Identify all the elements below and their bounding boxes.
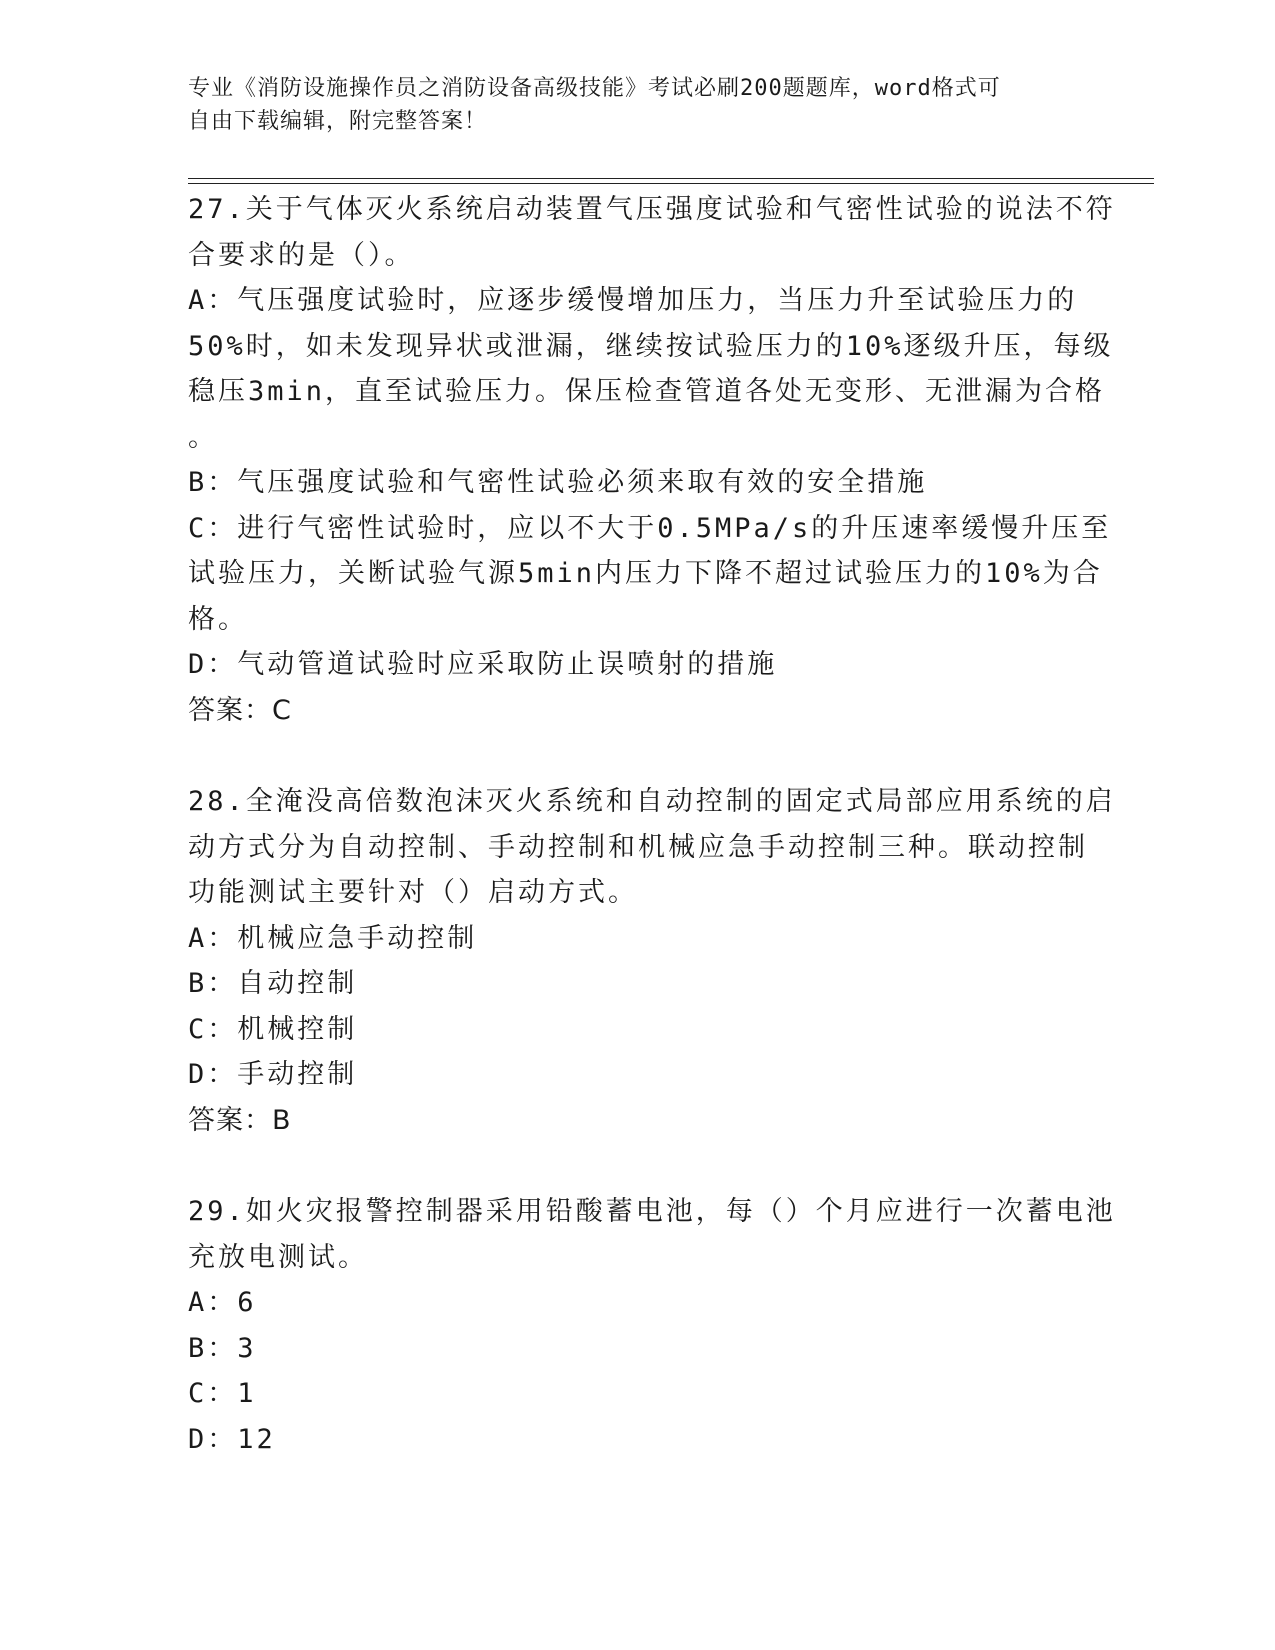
document-header <box>188 72 1068 138</box>
question-27-option-b: B：气压强度试验和气密性试验必须来取有效的安全措施 <box>188 467 928 498</box>
question-29-stem-line-1: 29.如火灾报警控制器采用铅酸蓄电池，每（）个月应进行一次蓄电池 <box>188 1196 1116 1227</box>
question-29-option-d: D：12 <box>188 1423 276 1455</box>
question-29 <box>188 1189 1116 1462</box>
question-27 <box>188 187 1116 733</box>
question-28 <box>188 779 1116 1143</box>
question-28-option-d: D：手动控制 <box>188 1059 358 1090</box>
question-29-option-a: A：6 <box>188 1287 257 1318</box>
option-a-line-4: 。 <box>188 421 218 453</box>
question-list <box>188 187 1116 1462</box>
question-spacer <box>188 1143 1078 1189</box>
question-27-stem-line-1: 27.关于气体灭火系统启动装置气压强度试验和气密性试验的说法不符 <box>188 194 1116 225</box>
question-27-option-a <box>188 278 1114 460</box>
header-divider-bottom <box>188 183 1154 184</box>
header-line-1: 专业《消防设施操作员之消防设备高级技能》考试必刷200题题库，word格式可 <box>188 76 1001 101</box>
question-28-stem-line-3: 功能测试主要针对（）启动方式。 <box>188 877 638 908</box>
question-28-option-b: B：自动控制 <box>188 968 358 999</box>
question-28-answer: 答案：B <box>188 1104 292 1136</box>
question-29-option-c: C：1 <box>188 1378 257 1409</box>
question-27-stem-line-2: 合要求的是（）。 <box>188 239 415 271</box>
option-a-line-2: 50%时，如未发现异状或泄漏，继续按试验压力的10%逐级升压，每级 <box>188 330 1114 362</box>
question-spacer <box>188 733 1078 779</box>
question-28-stem-line-1: 28.全淹没高倍数泡沫灭火系统和自动控制的固定式局部应用系统的启 <box>188 786 1116 817</box>
question-29-stem-line-2: 充放电测试。 <box>188 1241 368 1273</box>
question-27-option-d: D：气动管道试验时应采取防止误喷射的措施 <box>188 649 778 680</box>
question-28-option-c: C：机械控制 <box>188 1013 358 1045</box>
option-c-line-2: 试验压力，关断试验气源5min内压力下降不超过试验压力的10%为合 <box>188 558 1103 589</box>
question-29-option-b: B：3 <box>188 1332 257 1364</box>
option-a-line-1: A：气压强度试验时，应逐步缓慢增加压力，当压力升至试验压力的 <box>188 285 1078 316</box>
option-a-line-3: 稳压3min，直至试验压力。保压检查管道各处无变形、无泄漏为合格 <box>188 376 1106 407</box>
option-c-line-1: C：进行气密性试验时，应以不大于0.5MPa/s的升压速率缓慢升压至 <box>188 512 1112 544</box>
option-c-line-3: 格。 <box>188 603 248 635</box>
header-divider-top <box>188 178 1154 179</box>
question-27-answer: 答案：C <box>188 694 292 726</box>
question-28-stem-line-2: 动方式分为自动控制、手动控制和机械应急手动控制三种。联动控制 <box>188 831 1088 863</box>
question-28-option-a: A：机械应急手动控制 <box>188 922 478 954</box>
header-line-2: 自由下载编辑，附完整答案！ <box>188 109 488 134</box>
question-27-option-c <box>188 506 1112 643</box>
